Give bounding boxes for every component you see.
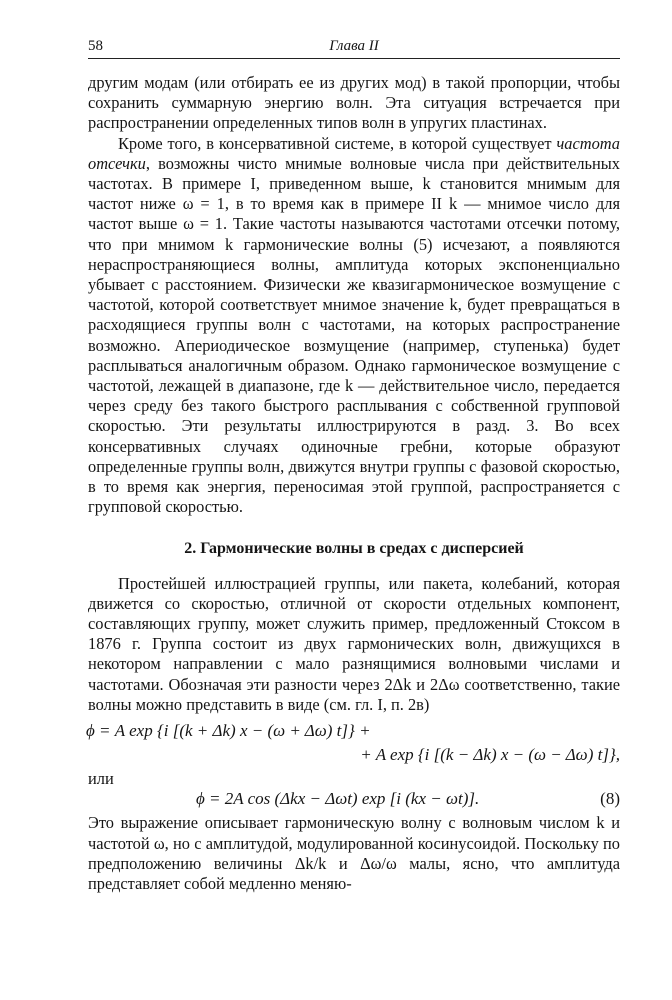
book-page — [88, 36, 620, 894]
section-title: 2. Гармонические волны в средах с дисперсией — [184, 540, 524, 558]
equation-number: (8) — [600, 789, 620, 809]
page-header — [88, 36, 620, 59]
paragraph-4: Это выражение описывает гармоническую волну с волновым числом k и частотой ω, но с амплитудой, модулированной косинусоидой. Поскольку по предположению величины Δk/k и Δω/ω малы, ясно, что амплитуда представляет собой медленно меняю- — [88, 813, 620, 893]
paragraph-1: другим модам (или отбирать ее из других мод) в такой пропорции, чтобы сохранить суммарную энергию волн. Эта ситуация встречается при распространении определенных типов волн в упругих пластинах. — [88, 73, 620, 133]
paragraph-2-start: Кроме того, в консервативной системе, в которой существует — [118, 133, 557, 153]
or-word: или — [88, 769, 114, 789]
cutoff-frequency-term: частота отсечки — [88, 133, 620, 173]
paragraph-3: Простейшей иллюстрацией группы, или пакета, колебаний, которая движется со скоростью, отличной от скорости отдельных компонент, составляющих группу, может служить пример, предложенный Стоксом в 1876 г. Группа состоит из двух гармонических волн, движущихся в некотором направлении с мало разнящимися волновыми числами и частотами. Обозначая эти разности через 2Δk и 2Δω соответственно, такие волны можно представить в виде (см. гл. I, п. 2в) — [88, 573, 620, 714]
paragraph-2-rest: , возможны чисто мнимые волновые числа при действительных частотах. В примере I, приведенном выше, k становится мнимым для частот ниже ω = 1, в то время как в примере II k — мнимое число для частот выше ω = 1. Такие частоты называются частотами отсечки потому, что при мнимом k гармонические волны (5) исчезают, а появляются нераспространяющиеся волны, амплитуда которых экспоненциально убывает с расстоянием. Физически же квазигармоническое возмущение с частотой, которой соответствует мнимое значение k, будет превращаться в расходящиеся группы волн с частотами, на которых распространение возможно. Апериодическое возмущение (например, ступенька) будет расплываться аналогичным образом. Однако гармоническое возмущение с частотой, лежащей в диапазоне, где k — действительное число, передается через среду без такого быстрого расплывания с собственной групповой скоростью. Эти результаты иллюстрируются в разд. 3. Во всех консервативных случаях одиночные гребни, которые образуют определенные группы волн, движутся внутри группы с фазовой скоростью, в то время как энергия, переносимая этой группой, распространяется с групповой скоростью. — [88, 153, 620, 517]
body-text — [88, 73, 620, 894]
equation-1-left: ϕ = A exp {i [(k + Δk) x − (ω + Δω) t]} + — [86, 721, 371, 741]
equation-2-body: ϕ = 2A cos (Δkx − Δωt) exp [i (kx − ωt)]. — [196, 789, 480, 809]
equation-1-right: + A exp {i [(k − Δk) x − (ω − Δω) t]}, — [360, 745, 620, 765]
page-number: 58 — [88, 38, 103, 54]
running-head: Глава II — [329, 38, 379, 54]
equation-1-line-2 — [88, 745, 620, 769]
paragraph-2 — [88, 134, 620, 518]
equation-2 — [88, 789, 620, 813]
equation-1-line-1 — [88, 721, 620, 745]
